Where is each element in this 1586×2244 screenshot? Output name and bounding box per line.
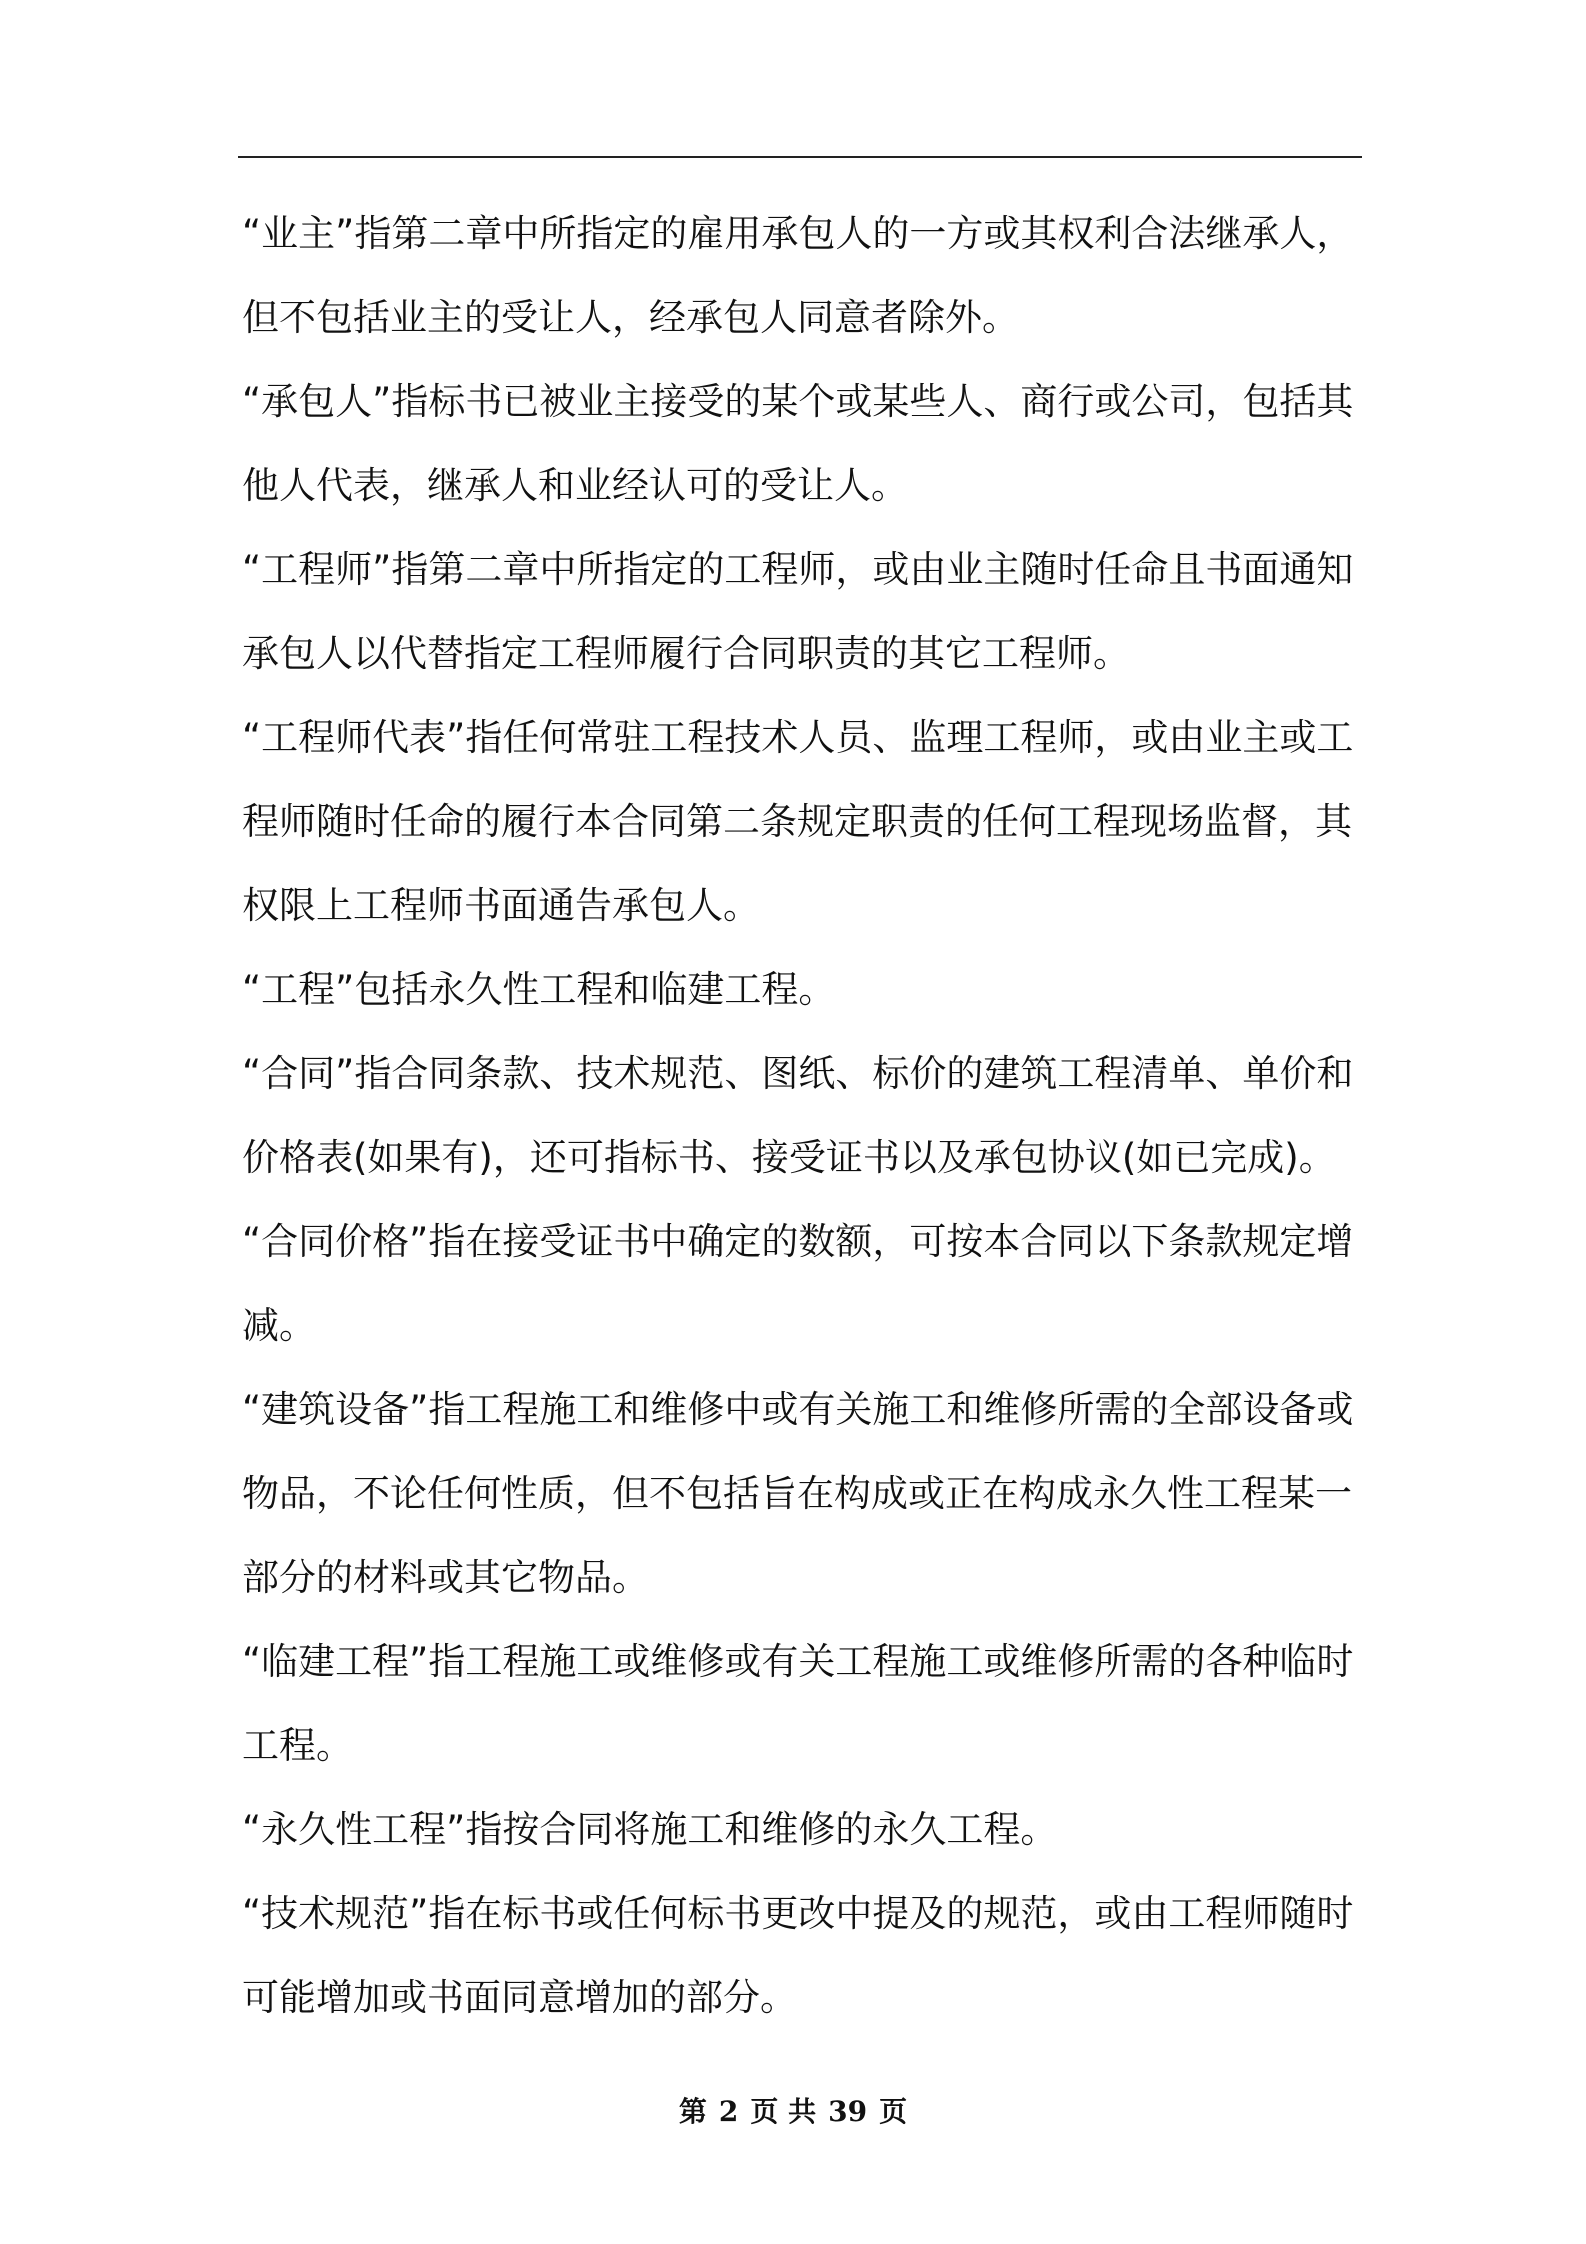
definition-engineer-representative: “工程师代表”指任何常驻工程技术人员、监理工程师，或由业主或工程师随时任命的履行本合同第二条规定职责的任何工程现场监督，其权限上工程师书面通告承包人。 bbox=[242, 716, 1354, 927]
footer-prefix: 第 bbox=[678, 2095, 707, 2128]
definition-works: “工程”包括永久性工程和临建工程。 bbox=[242, 968, 836, 1011]
definition-contract: “合同”指合同条款、技术规范、图纸、标价的建筑工程清单、单价和价格表(如果有)，还可指标书、接受证书以及承包协议(如已完成)。 bbox=[242, 1052, 1354, 1179]
footer-suffix: 页 bbox=[879, 2095, 908, 2128]
footer-current-page: 2 bbox=[718, 2095, 739, 2128]
document-body bbox=[242, 192, 1362, 2040]
definition-permanent-works: “永久性工程”指按合同将施工和维修的永久工程。 bbox=[242, 1808, 1058, 1851]
definition-owner: “业主”指第二章中所指定的雇用承包人的一方或其权利合法继承人，但不包括业主的受让人，经承包人同意者除外。 bbox=[242, 212, 1354, 339]
definition-specification: “技术规范”指在标书或任何标书更改中提及的规范，或由工程师随时可能增加或书面同意增加的部分。 bbox=[242, 1892, 1354, 2019]
definition-contract-price: “合同价格”指在接受证书中确定的数额，可按本合同以下条款规定增减。 bbox=[242, 1220, 1354, 1347]
definition-engineer: “工程师”指第二章中所指定的工程师，或由业主随时任命且书面通知承包人以代替指定工程师履行合同职责的其它工程师。 bbox=[242, 548, 1354, 675]
header-rule bbox=[238, 156, 1362, 158]
footer-total-pages: 39 bbox=[828, 2095, 868, 2128]
footer-mid: 页 共 bbox=[750, 2095, 817, 2128]
definition-contractor: “承包人”指标书已被业主接受的某个或某些人、商行或公司，包括其他人代表，继承人和业经认可的受让人。 bbox=[242, 380, 1354, 507]
definition-construction-equipment: “建筑设备”指工程施工和维修中或有关施工和维修所需的全部设备或物品，不论任何性质，但不包括旨在构成或正在构成永久性工程某一部分的材料或其它物品。 bbox=[242, 1388, 1354, 1599]
definition-temporary-works: “临建工程”指工程施工或维修或有关工程施工或维修所需的各种临时工程。 bbox=[242, 1640, 1354, 1767]
page-number-footer bbox=[0, 2094, 1586, 2130]
